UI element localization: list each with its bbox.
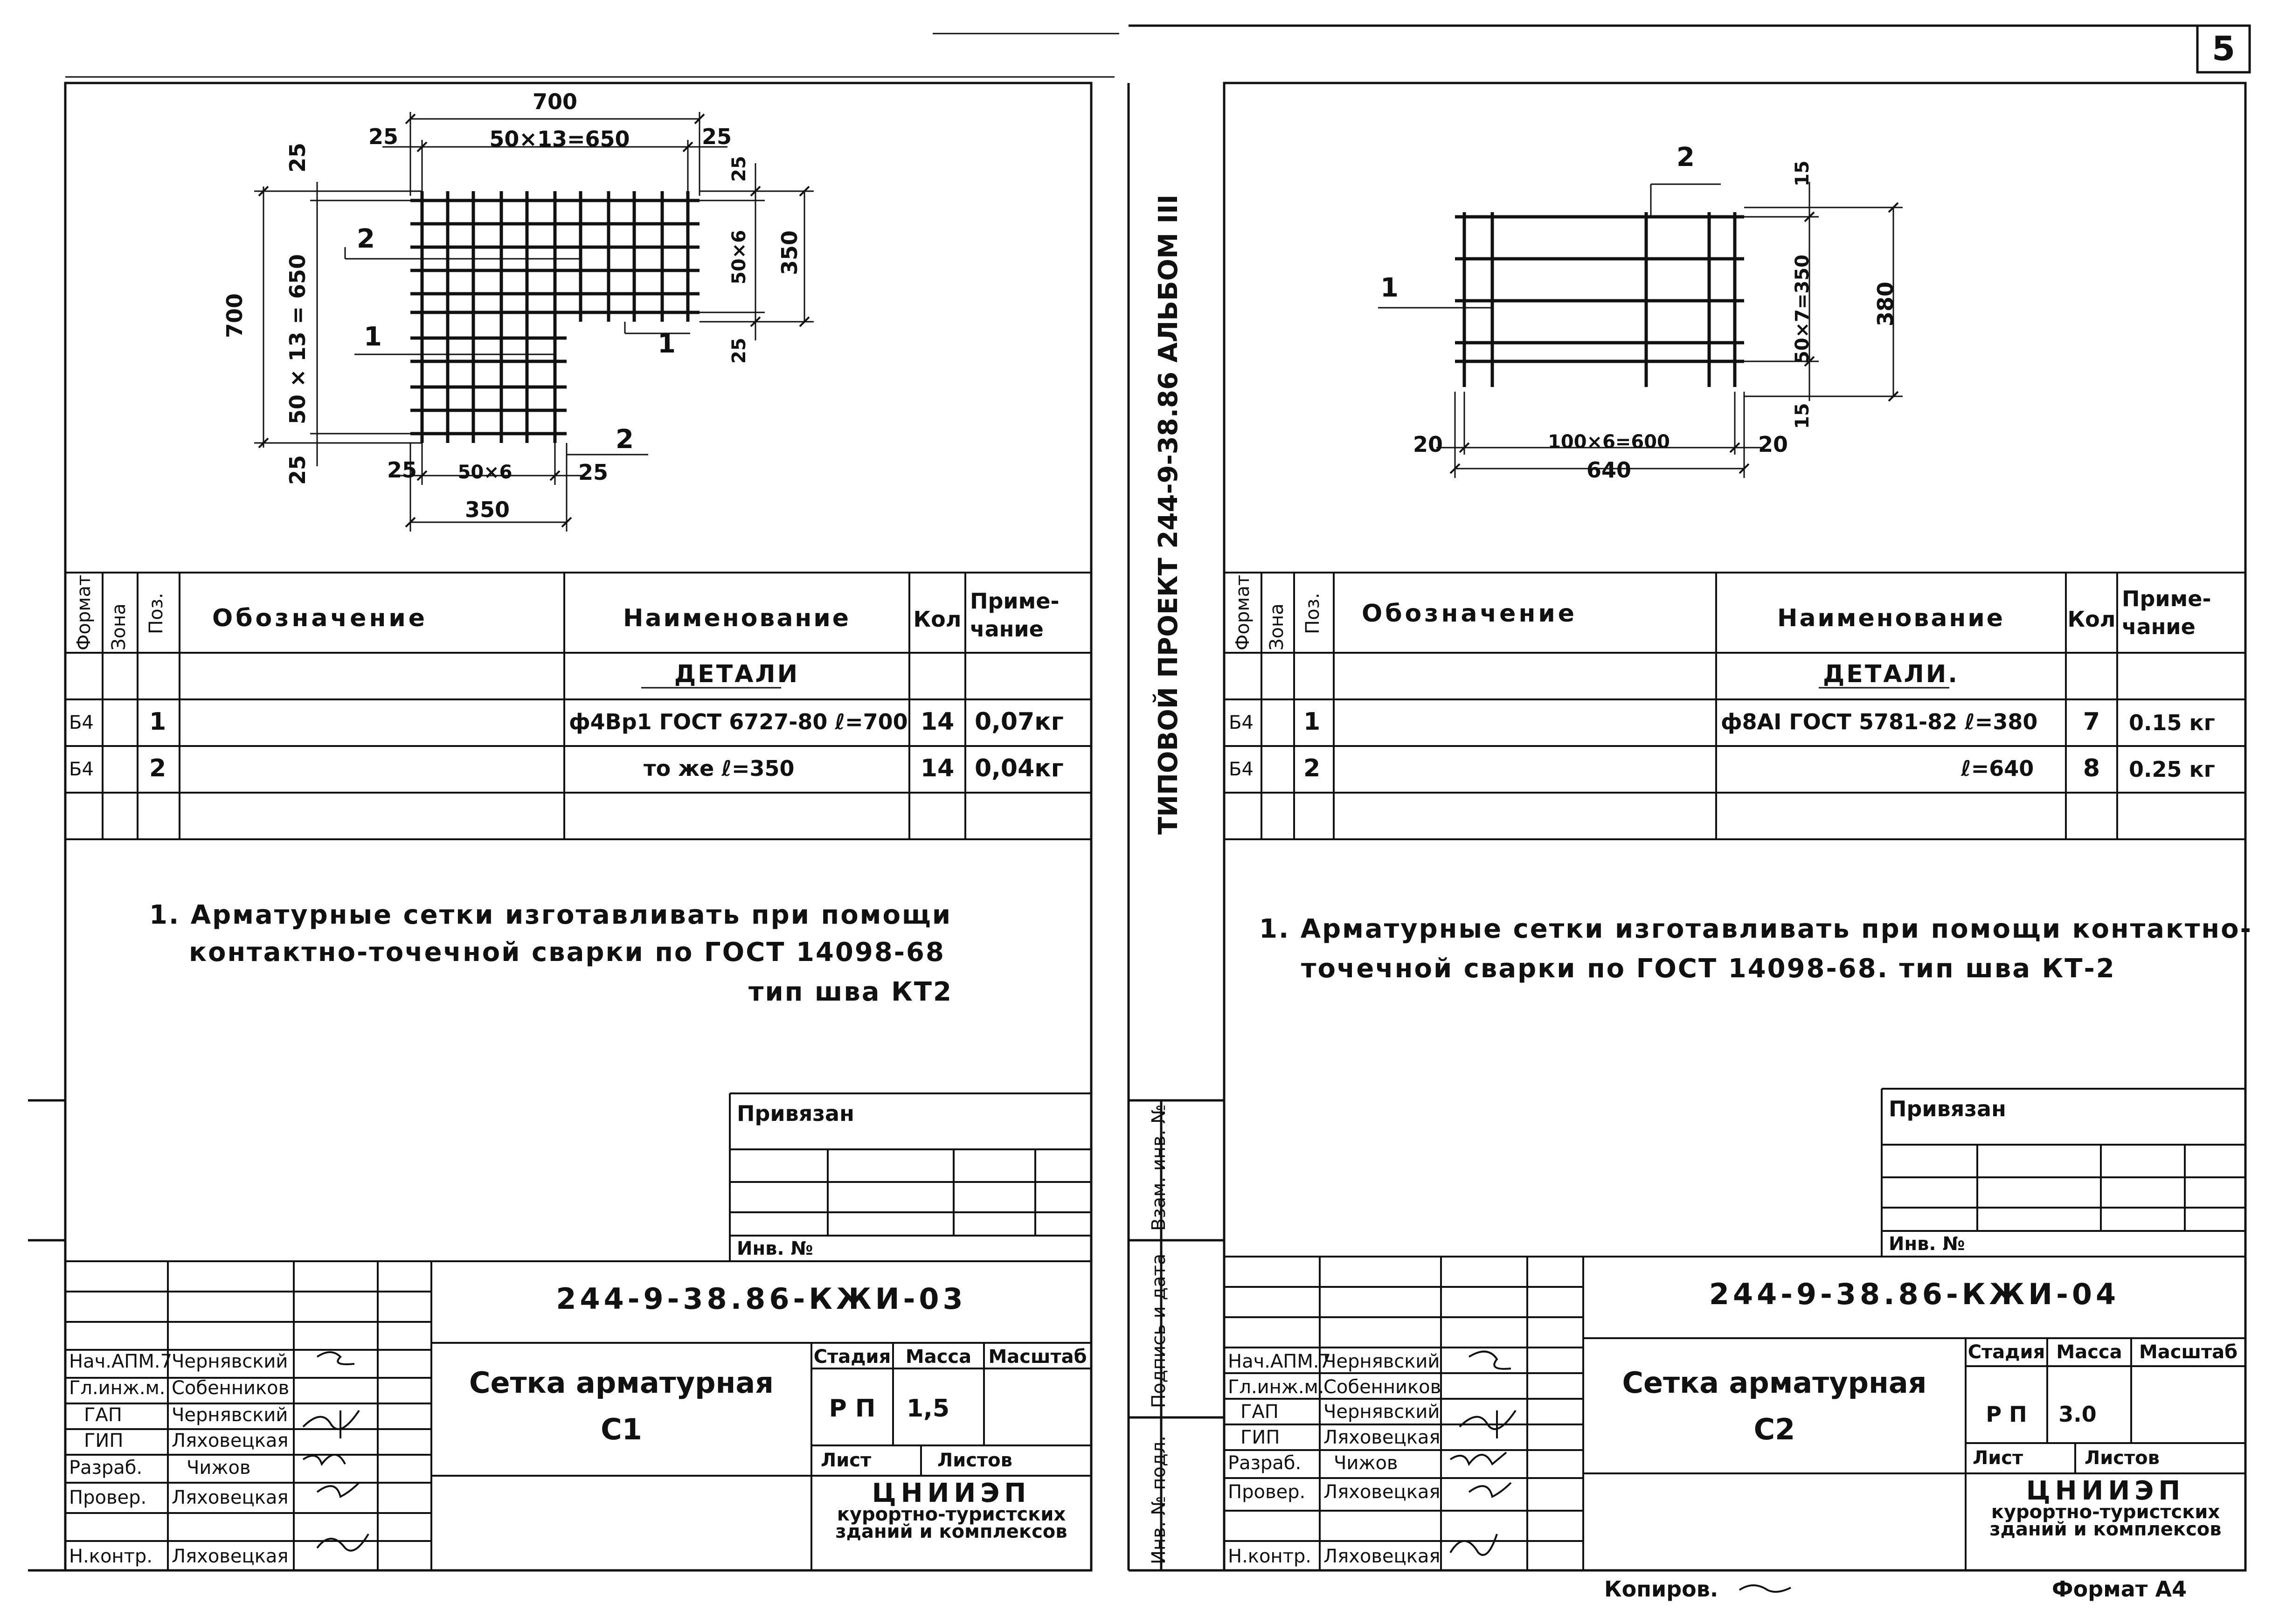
scale-label: Масштаб [988,1346,1087,1368]
footer-copied: Копиров. [1604,1576,1718,1602]
signature [1469,1483,1511,1497]
section-title: ДЕТАЛИ. [1822,660,1959,688]
staff-role: ГАП [1240,1401,1279,1423]
staff-name: Собенников [172,1377,290,1399]
dim-top-right-edge: 25 [702,124,732,149]
dim-bottom-total: 640 [1586,457,1632,483]
header-zone: Зона [108,603,130,650]
cell-qty: 7 [2083,708,2100,736]
dim-bottom-total: 350 [464,497,510,522]
dim-bottom-left-edge: 25 [387,457,417,483]
sheet-label: Лист [821,1450,872,1471]
dim-right-top-edge: 25 [728,156,750,182]
pos-label: 1 [364,322,382,352]
privyazan-inv: Инв. № [737,1238,813,1259]
staff-name: Чижов [187,1457,251,1479]
signature [317,1483,359,1497]
staff-name: Чернявский [172,1404,288,1426]
org-name: ЦНИИЭП [2026,1476,2185,1506]
staff-role: ГИП [1240,1427,1280,1448]
staff-role: Гл.инж.м. [69,1377,166,1399]
cell-format: Б4 [69,712,94,733]
stage-value: Р П [829,1395,876,1423]
cell-qty: 14 [920,708,955,736]
staff-role: Провер. [69,1487,147,1508]
dim-total-top: 700 [532,89,578,114]
header-name: Наименование [623,604,851,632]
scale-label: Масштаб [2139,1341,2238,1363]
signature [1739,1585,1791,1592]
note-line: 1. Арматурные сетки изготавливать при помощи контактно- [1259,914,2252,944]
signature [1469,1352,1511,1369]
header-pos: Поз. [145,593,167,634]
privyazan-title: Привязан [737,1101,854,1126]
staff-name: Чернявский [1323,1351,1440,1372]
staff-role: Нач.АПМ.7 [1228,1351,1331,1372]
dim-top-inner: 50×13=650 [489,126,630,152]
staff-role: Гл.инж.м. [1228,1376,1324,1398]
cell-pos: 2 [1303,754,1321,782]
org-sub: курортно-туристских [1991,1501,2220,1523]
cell-qty: 14 [920,754,955,782]
staff-name: Собенников [1323,1376,1441,1398]
header-note: Приме- чание [2122,586,2211,639]
cell-note: 0,04кг [975,754,1064,782]
dim-left-top-edge: 25 [285,142,310,173]
staff-role: Провер. [1228,1481,1306,1503]
staff-name: Ляховецкая [172,1546,289,1567]
cell-pos: 2 [149,754,166,782]
field-inv-podl: Инв. № подл. [1148,1436,1170,1564]
cell-note: 0,07кг [975,708,1064,736]
staff-role: ГИП [84,1430,124,1451]
dim-right-bottom-edge: 15 [1792,403,1813,429]
staff-role: Разраб. [1228,1452,1302,1474]
pos-label: 2 [616,424,634,455]
section-title: ДЕТАЛИ [674,660,800,688]
signature [1460,1410,1516,1438]
stage-value: Р П [1986,1402,2027,1427]
cell-note: 0.25 кг [2129,757,2215,782]
cell-format: Б4 [1229,712,1254,733]
sheet-label: Лист [1973,1447,2023,1469]
dim-bottom-right-edge: 25 [578,460,609,485]
signature [1450,1534,1497,1555]
stage-label: Стадия [813,1346,891,1368]
staff-name: Чернявский [1323,1401,1440,1423]
staff-role: ГАП [84,1404,122,1426]
pos-label: 1 [1380,273,1399,303]
staff-role: Нач.АПМ.7 [69,1351,173,1372]
footer-format: Формат А4 [2052,1576,2187,1602]
mass-label: Масса [905,1346,972,1368]
staff-name: Чернявский [172,1351,288,1372]
header-zone: Зона [1266,603,1288,650]
signature [317,1534,368,1551]
project-title-vertical: ТИПОВОЙ ПРОЕКТ 244-9-38.86 АЛЬБОМ III [1153,194,1184,835]
signature [317,1352,354,1364]
header-pos: Поз. [1302,593,1323,634]
drawing-name: Сетка арматурная [1622,1366,1927,1400]
note-line: точечной сварки по ГОСТ 14098-68. тип шва КТ-2 [1301,954,2116,984]
dim-right-total: 350 [777,230,802,275]
mass-value: 3.0 [2058,1402,2097,1427]
dim-bottom-inner: 100×6=600 [1548,431,1670,453]
cell-name: ℓ=640 [1961,756,2034,781]
drawing-mark: С2 [1753,1412,1795,1446]
staff-role: Н.контр. [1228,1546,1311,1567]
header-name: Наименование [1777,604,2005,632]
note-line: 1. Арматурные сетки изготавливать при помощи [149,900,952,930]
staff-name: Чижов [1334,1452,1398,1474]
signature [303,1410,359,1438]
cell-pos: 1 [1303,708,1321,736]
header-format: Формат [1232,574,1254,650]
sheets-label: Листов [937,1450,1012,1471]
dim-right-total: 380 [1873,281,1898,326]
field-inv-vzam: Взам. инв. № [1148,1104,1170,1231]
cell-name: ф8АI ГОСТ 5781-82 ℓ=380 [1721,709,2038,734]
drawing-mark: С1 [601,1412,642,1446]
page-number: 5 [2211,29,2236,68]
dim-bottom-inner: 50×6 [457,462,513,483]
dim-right-bottom-edge: 25 [728,338,750,364]
dim-bottom-left-edge: 20 [1413,432,1443,457]
staff-name: Ляховецкая [1323,1546,1441,1567]
signature [303,1455,345,1464]
staff-name: Ляховецкая [172,1487,289,1508]
dim-left-bottom-edge: 25 [285,455,310,485]
staff-name: Ляховецкая [172,1430,289,1451]
field-sign-date: Подпись и дата [1148,1253,1170,1408]
staff-name: Ляховецкая [1323,1481,1441,1503]
header-note: Приме- чание [970,588,1060,642]
privyazan-inv: Инв. № [1889,1233,1965,1255]
org-sub: зданий и комплексов [1989,1519,2222,1540]
drawing-code: 244-9-38.86-КЖИ-04 [1709,1277,2120,1311]
staff-name: Ляховецкая [1323,1427,1441,1448]
header-format: Формат [73,574,95,650]
dim-bottom-right-edge: 20 [1758,432,1788,457]
note-line: тип шва КТ2 [748,977,953,1007]
stage-label: Стадия [1967,1341,2045,1363]
dim-right-inner: 50×7=350 [1792,254,1813,364]
dim-left-inner: 50 × 13 = 650 [285,254,310,424]
mass-value: 1,5 [906,1395,950,1423]
privyazan-title: Привязан [1889,1096,2006,1121]
drawing-name: Сетка арматурная [469,1366,774,1400]
sheets-label: Листов [2085,1447,2160,1469]
header-designation: Обозначение [212,604,428,632]
pos-label: 2 [1676,142,1695,173]
dim-right-inner: 50×6 [728,229,750,284]
dim-left-total: 700 [222,293,247,338]
dim-top-left-edge: 25 [368,124,399,149]
mass-label: Масса [2056,1341,2122,1363]
cell-note: 0.15 кг [2129,710,2215,735]
header-designation: Обозначение [1362,600,1578,628]
header-qty: Кол [913,607,962,632]
cell-format: Б4 [1229,759,1254,780]
cell-pos: 1 [149,708,166,736]
header-qty: Кол [2067,607,2116,632]
note-line: контактно-точечной сварки по ГОСТ 14098-68 [189,937,945,967]
cell-name: то же ℓ=350 [644,756,795,781]
cell-format: Б4 [69,759,94,780]
org-name: ЦНИИЭП [872,1478,1031,1508]
org-sub: курортно-туристских [837,1504,1066,1525]
org-sub: зданий и комплексов [835,1521,1067,1542]
cell-name: ф4Вр1 ГОСТ 6727-80 ℓ=700 [569,709,908,734]
dim-right-top-edge: 15 [1792,160,1813,187]
staff-role: Разраб. [69,1457,143,1479]
signature [1450,1452,1506,1464]
staff-role: Н.контр. [69,1546,152,1567]
pos-label: 2 [357,224,375,254]
drawing-code: 244-9-38.86-КЖИ-03 [556,1282,967,1316]
pos-label: 1 [658,329,676,359]
cell-qty: 8 [2083,754,2100,782]
